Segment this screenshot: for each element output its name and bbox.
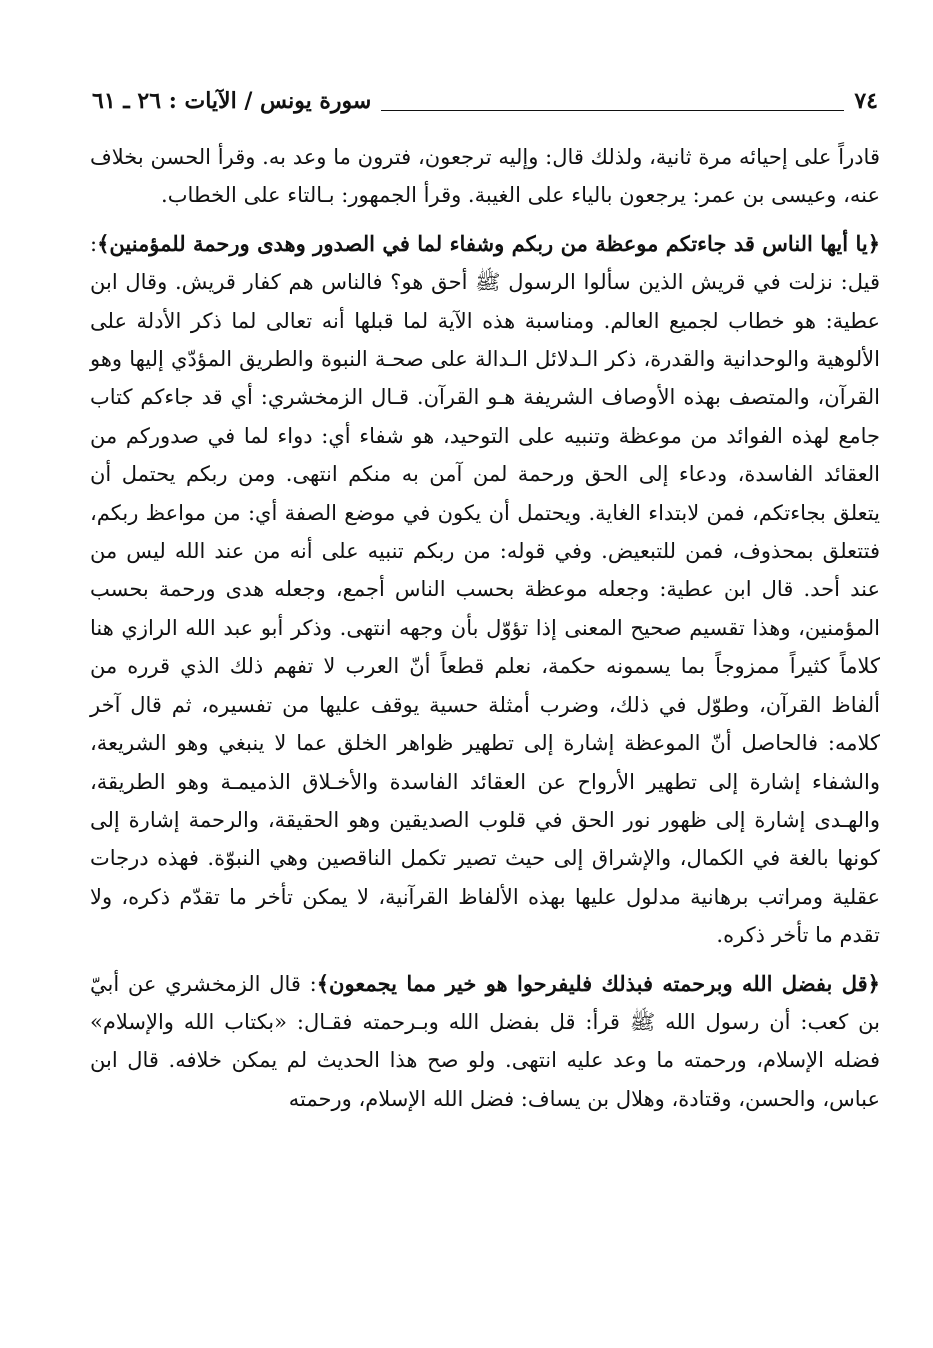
body-text [90, 138, 880, 1118]
paragraph-2-text: : قيل: نزلت في قريش الذين سألوا الرسول ﷺ أحق هو؟ فالناس هم كفار قريش. وقال ابن عطية: هو خطاب لجميع العالم. ومناسبة هذه الآية لما قبلها أنه تعالى لما ذكر الأدلة على الألوهية والوحدانية والقدرة، ذكر الـدلائل الـدالة على صحـة النبوة والطريق المؤدّي إليها وهو القرآن، والمتصف بهذه الأوصاف الشريفة هـو القرآن. قـال الزمخشري: أي قد جاءكم كتاب جامع لهذه الفوائد من موعظة وتنبيه على التوحيد، هو شفاء أي: دواء لما في صدوركم من العقائد الفاسدة، ودعاء إلى الحق ورحمة لمن آمن به منكم انتهى. ومن ربكم يحتمل أن يتعلق بجاءتكم، فمن لابتداء الغاية. ويحتمل أن يكون في موضع الصفة أي: من مواعظ ربكم، فتتعلق بمحذوف، فمن للتبعيض. وفي قوله: من ربكم تنبيه على أنه من عند الله ليس من عند أحد. قال ابن عطية: وجعله موعظة بحسب الناس أجمع، وجعله هدى ورحمة بحسب المؤمنين، وهذا تقسيم صحيح المعنى إذا تؤوّل بأن وجهه انتهى. وذكر أبو عبد الله الرازي هنا كلاماً كثيراً ممزوجاً بما يسمونه حكمة، نعلم قطعاً أنّ العرب لا تفهم ذلك الذي قرره من ألفاظ القرآن، وطوّل في ذلك، وضرب أمثلة حسية يوقف عليها من تفسيره، ثم قال آخر كلامه: فالحاصل أنّ الموعظة إشارة إلى تطهير ظواهر الخلق عما لا ينبغي وهو الشريعة، والشفاء إشارة إلى تطهير الأرواح عن العقائد الفاسدة والأخـلاق الذميمـة وهو الطريقة، والهـدى إشارة إلى ظهور نور الحق في قلوب الصديقين وهو الحقيقة، والرحمة إشارة إلى كونها بالغة في الكمال، والإشراق إلى حيث تصير تكمل الناقصين وهي النبوّة. فهذه درجات عقلية ومراتب برهانية مدلول عليها بهذه الألفاظ القرآنية، لا يمكن تأخر ما تقدّم ذكره، ولا تقدم ما تأخر ذكره. [90, 231, 880, 948]
paragraph-1 [90, 138, 880, 215]
paragraph-2 [90, 225, 880, 955]
header-title: سورة يونس / الآيات : ٢٦ ـ ٦١ [92, 88, 372, 114]
paragraph-3 [90, 965, 880, 1119]
quran-verse-2: ﴿قل بفضل الله وبرحمته فبذلك فليفرحوا هو خير مما يجمعون﴾ [316, 970, 880, 996]
running-header [92, 86, 878, 116]
paragraph-3-text: : قال الزمخشري عن أبيّ بن كعب: أن رسول الله ﷺ قرأ: قل بفضل الله وبـرحمته فقـال: «بكتاب الله والإسلام» فضله الإسلام، ورحمته ما وعد عليه انتهى. ولو صح هذا الحديث لم يمكن خلافه. قال ابن عباس، والحسن، وقتادة، وهلال بن يساف: فضل الله الإسلام، ورحمته [90, 971, 880, 1111]
paragraph-1-text: قادراً على إحيائه مرة ثانية، ولذلك قال: وإليه ترجعون، فترون ما وعد به. وقرأ الحسن بخلاف عنه، وعيسى بن عمر: يرجعون بالياء على الغيبة. وقرأ الجمهور: بـالتاء على الخطاب. [90, 145, 880, 208]
quran-verse-1: ﴿يا أيها الناس قد جاءتكم موعظة من ربكم وشفاء لما في الصدور وهدى ورحمة للمؤمنين﴾ [97, 230, 880, 256]
header-rule [381, 110, 844, 111]
page-number: ٧٤ [854, 88, 878, 114]
